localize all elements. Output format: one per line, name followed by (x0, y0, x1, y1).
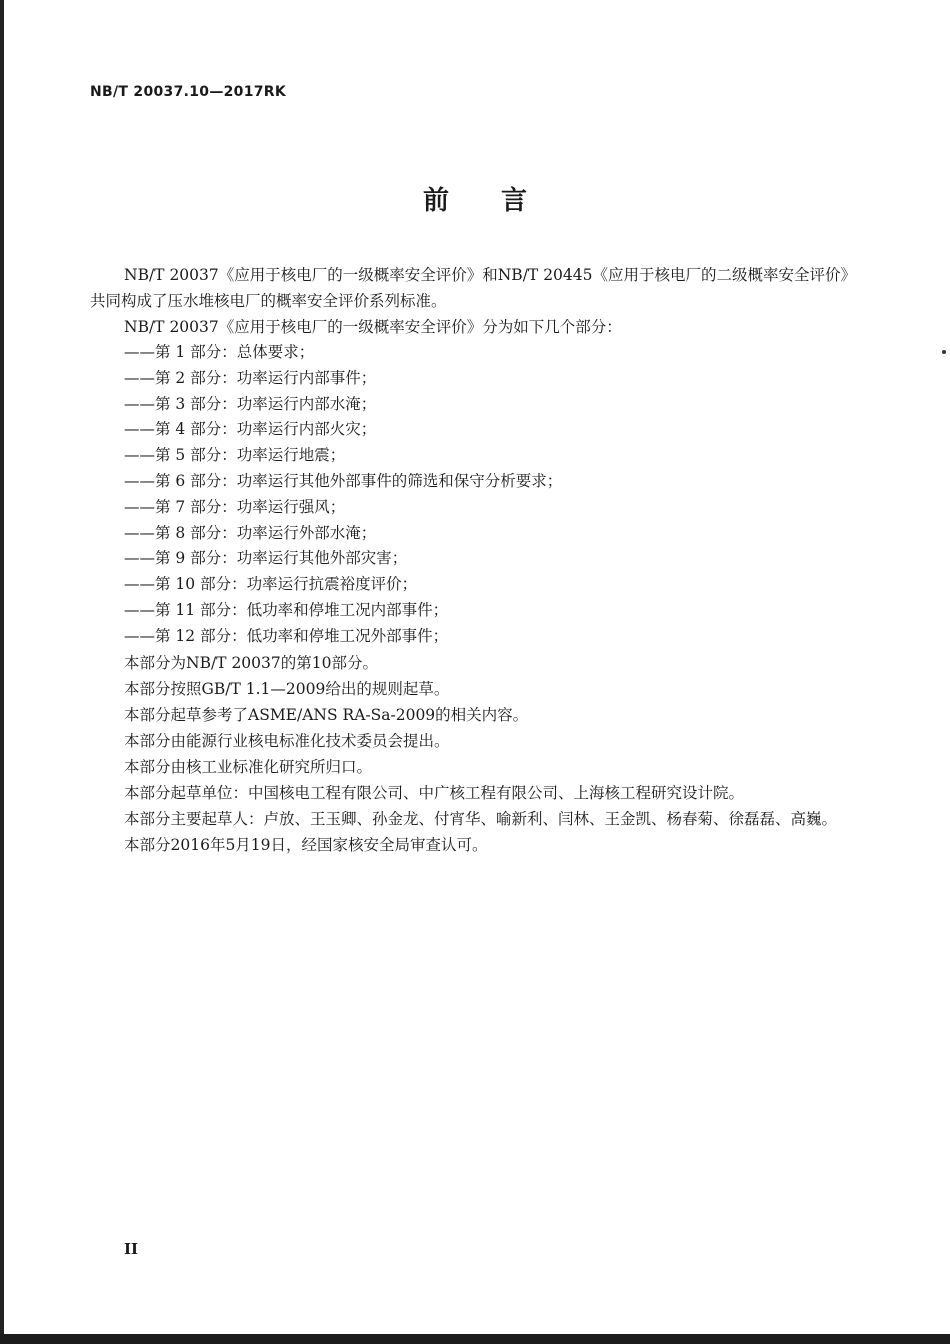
statement-drafting-units: 本部分起草单位：中国核电工程有限公司、中广核工程有限公司、上海核工程研究设计院。 (124, 783, 745, 802)
statement-reference: 本部分起草参考了ASME/ANS RA-Sa-2009的相关内容。 (124, 705, 529, 724)
parts-list (90, 340, 858, 650)
statement-administered-by: 本部分由核工业标准化研究所归口。 (124, 757, 373, 776)
list-item-part-6: ——第 6 部分：功率运行其他外部事件的筛选和保守分析要求； (124, 471, 563, 490)
statement-drafting-rules: 本部分按照GB/T 1.1—2009给出的规则起草。 (124, 679, 450, 698)
intro-paragraph-2: NB/T 20037《应用于核电厂的一级概率安全评价》分为如下几个部分： (124, 318, 622, 336)
list-item-part-8: ——第 8 部分：功率运行外部水淹； (124, 523, 377, 542)
foreword-body (90, 262, 858, 858)
list-item-part-2: ——第 2 部分：功率运行内部事件； (124, 368, 377, 387)
list-item-part-9: ——第 9 部分：功率运行其他外部灾害； (124, 549, 408, 568)
list-item-part-12: ——第 12 部分：低功率和停堆工况外部事件； (124, 626, 449, 645)
statement-drafters: 本部分主要起草人：卢放、王玉卿、孙金龙、付宵华、喻新利、闫林、王金凯、杨春菊、徐磊磊、高巍。 (124, 809, 838, 828)
list-item-part-4: ——第 4 部分：功率运行内部火灾； (124, 420, 377, 439)
list-item-part-1: ——第 1 部分：总体要求； (124, 343, 315, 361)
list-item-part-10: ——第 10 部分：功率运行抗震裕度评价； (124, 575, 418, 594)
intro-paragraph-1: NB/T 20037《应用于核电厂的一级概率安全评价》和NB/T 20445《应用于核电厂的二级概率安全评价》共同构成了压水堆核电厂的概率安全评价系列标准。 (90, 266, 856, 310)
list-item-part-7: ——第 7 部分：功率运行强风； (124, 497, 346, 516)
scan-speck (942, 350, 946, 354)
list-item-part-11: ——第 11 部分：低功率和停堆工况内部事件； (124, 600, 449, 619)
scan-bottom-edge (0, 1334, 950, 1344)
standard-code-header: NB/T 20037.10—2017RK (90, 84, 287, 100)
statement-approval: 本部分2016年5月19日，经国家核安全局审查认可。 (124, 835, 488, 854)
list-item-part-3: ——第 3 部分：功率运行内部水淹； (124, 394, 377, 413)
list-item-part-5: ——第 5 部分：功率运行地震； (124, 446, 346, 465)
page-title: 前言 (422, 186, 579, 216)
statement-proposed-by: 本部分由能源行业核电标准化技术委员会提出。 (124, 731, 450, 750)
statement-part-number: 本部分为NB/T 20037的第10部分。 (124, 653, 378, 672)
page-number: II (124, 1240, 139, 1258)
